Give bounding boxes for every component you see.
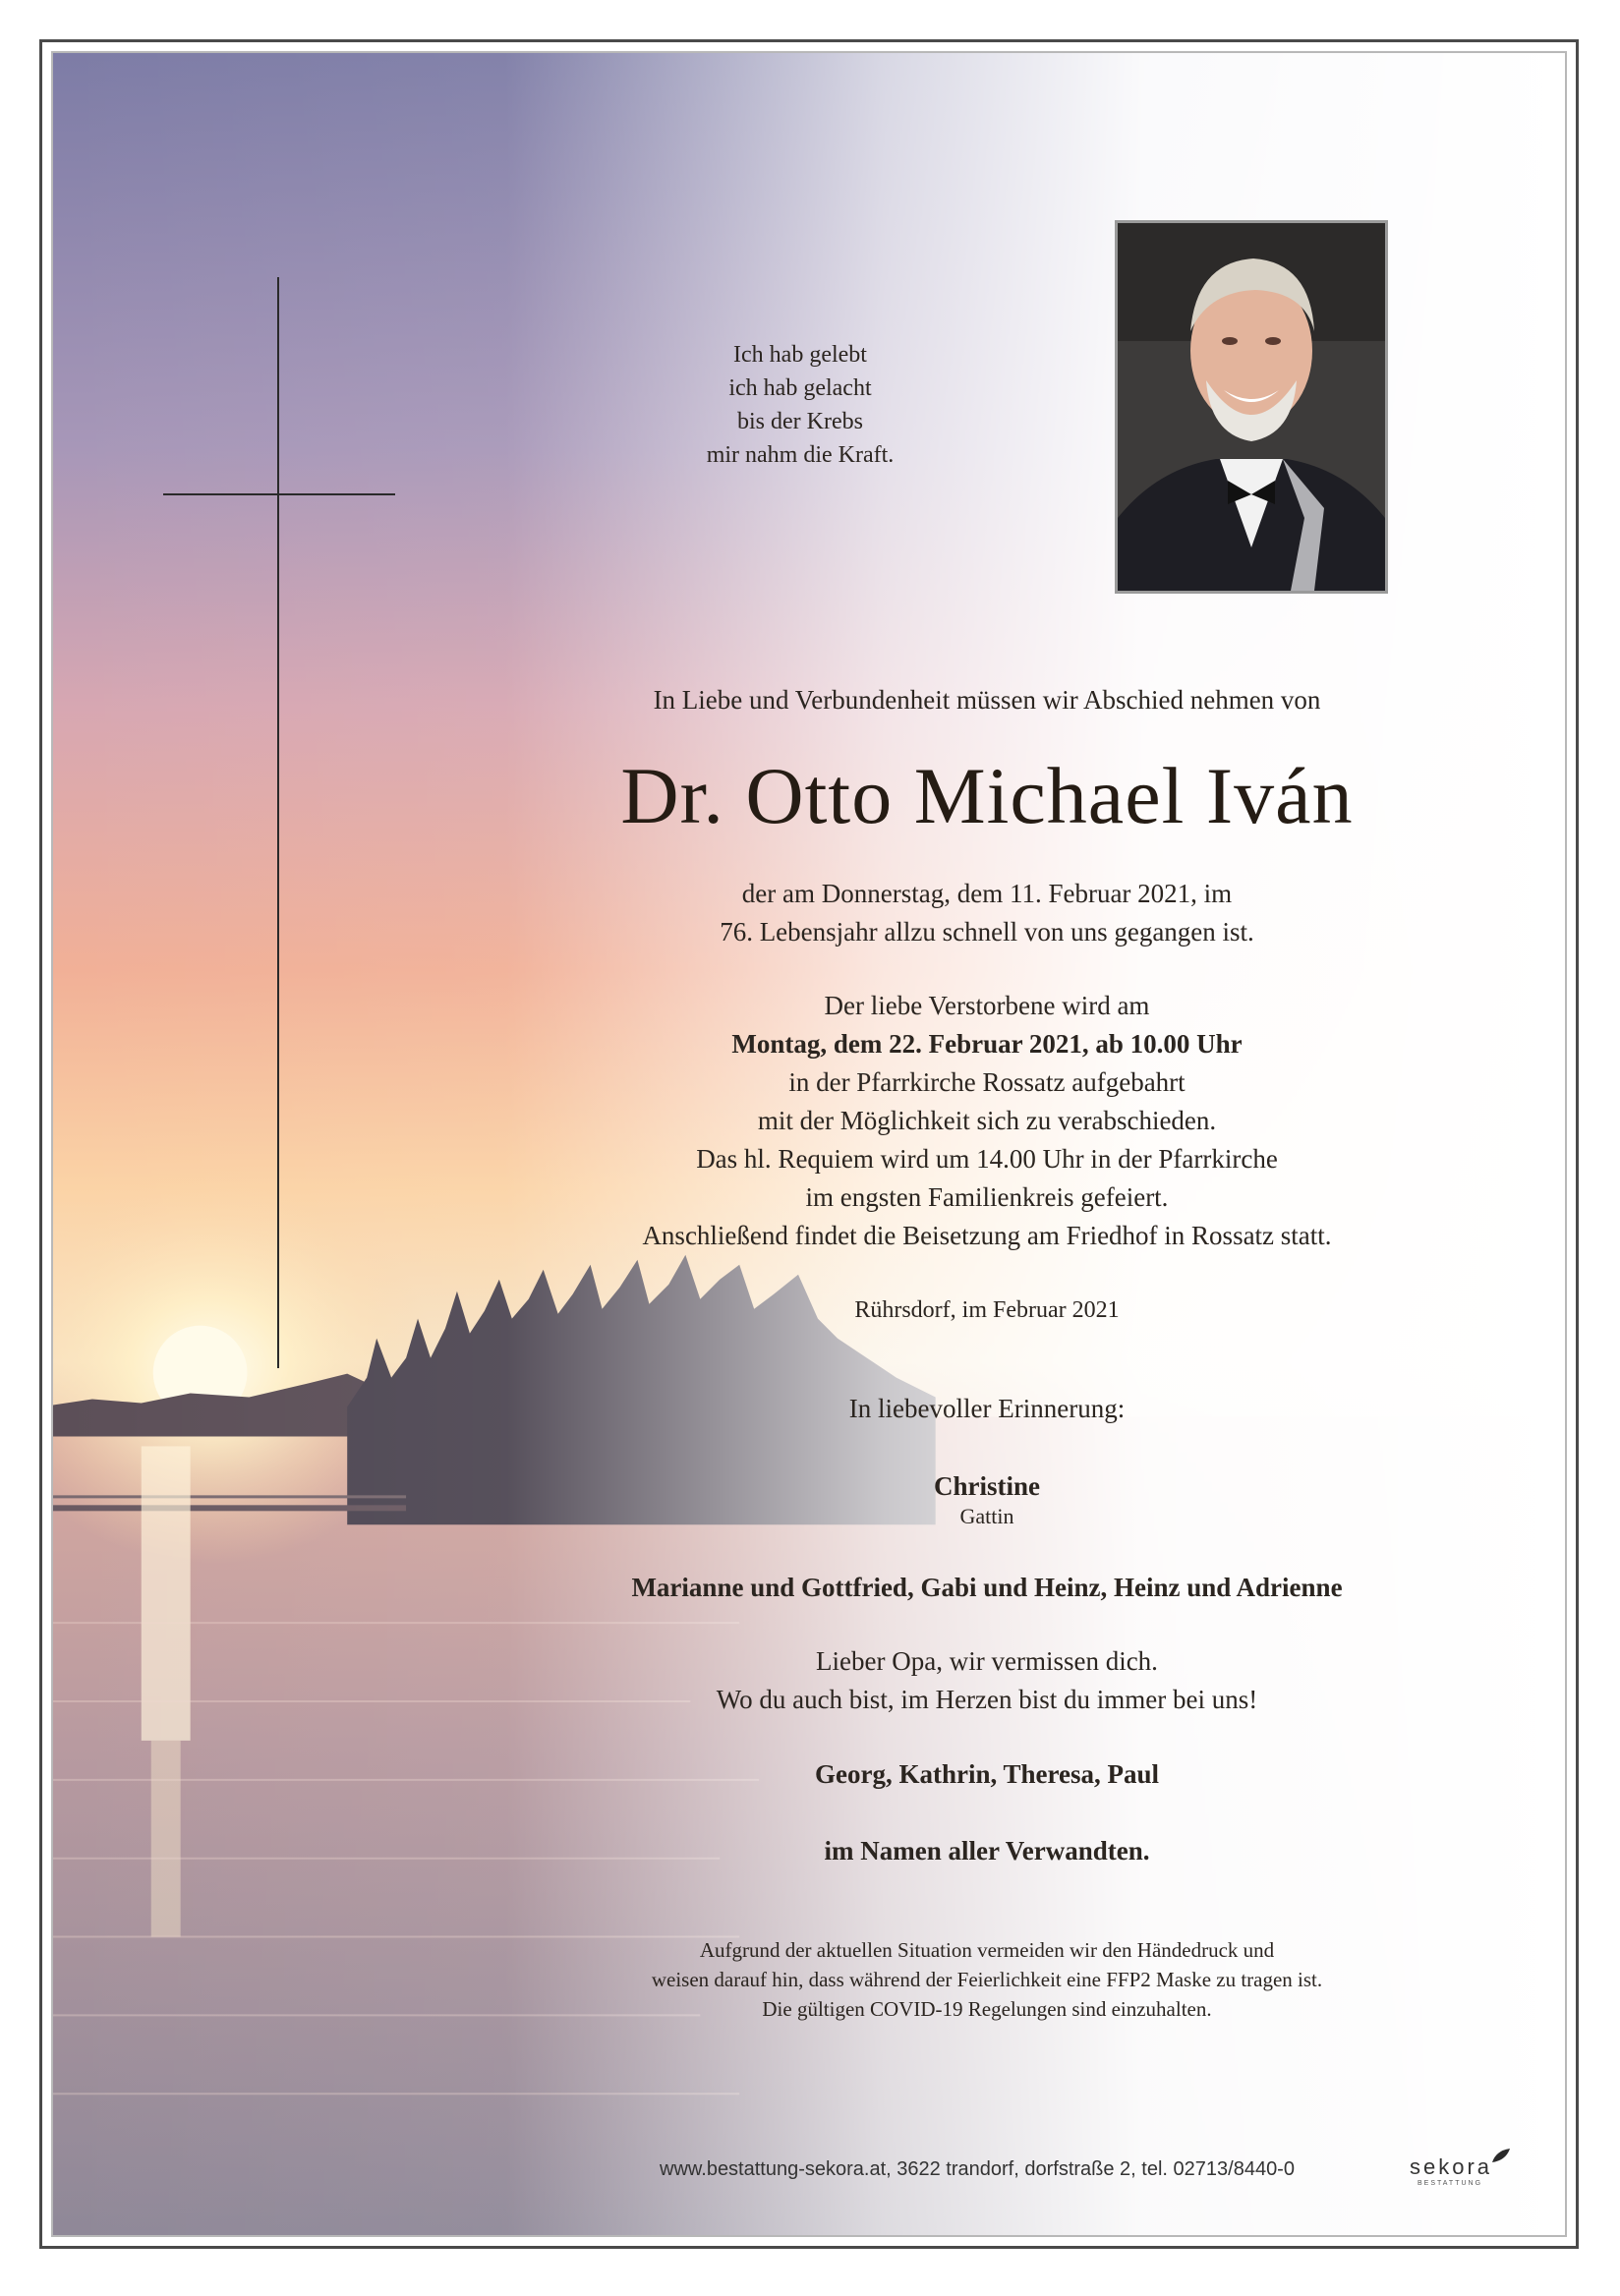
message-line: Wo du auch bist, im Herzen bist du immer bei uns! <box>716 1685 1258 1714</box>
cross-horizontal <box>163 493 395 495</box>
spouse-role: Gattin <box>959 1504 1014 1528</box>
poem-line: ich hab gelacht <box>728 375 872 401</box>
funeral-date: Montag, dem 22. Februar 2021, ab 10.00 Uhr <box>731 1029 1243 1059</box>
poem <box>604 338 997 472</box>
funeral-line: im engsten Familienkreis gefeiert. <box>805 1182 1169 1212</box>
funeral-line: Anschließend findet die Beisetzung am Friedhof in Rossatz statt. <box>642 1221 1332 1250</box>
deceased-name: Dr. Otto Michael Iván <box>620 751 1354 840</box>
poem-line: mir nahm die Kraft. <box>706 442 895 468</box>
poem-line: Ich hab gelebt <box>733 342 867 368</box>
sekora-logo <box>1410 2154 1528 2194</box>
grandchildren-names: Georg, Kathrin, Theresa, Paul <box>815 1759 1159 1789</box>
logo-subtitle: BESTATTUNG <box>1418 2180 1483 2187</box>
death-line: der am Donnerstag, dem 11. Februar 2021, im <box>741 879 1233 908</box>
portrait-photo <box>1115 220 1388 594</box>
funeral-details <box>515 987 1459 1255</box>
card <box>51 51 1567 2237</box>
obituary-text <box>515 682 1459 2024</box>
logo-text: sekora <box>1410 2154 1493 2179</box>
relatives-line: im Namen aller Verwandten. <box>824 1836 1150 1866</box>
children-names: Marianne und Gottfried, Gabi und Heinz, Heinz und Adrienne <box>631 1573 1343 1602</box>
poem-line: bis der Krebs <box>737 409 863 434</box>
cross-vertical <box>277 277 279 1368</box>
footer-address: www.bestattung-sekora.at, 3622 trandorf, dorfstraße 2, tel. 02713/8440-0 <box>660 2158 1295 2180</box>
message-line: Lieber Opa, wir vermissen dich. <box>816 1646 1158 1676</box>
funeral-line: Der liebe Verstorbene wird am <box>824 991 1150 1020</box>
funeral-line: Das hl. Requiem wird um 14.00 Uhr in der Pfarrkirche <box>696 1144 1278 1174</box>
intro-text: In Liebe und Verbundenheit müssen wir Abschied nehmen von <box>653 685 1321 715</box>
grandchildren-message <box>515 1642 1459 1719</box>
death-line: 76. Lebensjahr allzu schnell von uns gegangen ist. <box>720 917 1254 947</box>
notice-line: Aufgrund der aktuellen Situation vermeiden wir den Händedruck und <box>699 1938 1275 1962</box>
memory-heading: In liebevoller Erinnerung: <box>848 1394 1126 1423</box>
notice-line: Die gültigen COVID-19 Regelungen sind einzuhalten. <box>762 1997 1212 2021</box>
leaf-icon <box>1490 2147 1512 2164</box>
covid-notice <box>515 1935 1459 2024</box>
portrait-image <box>1118 223 1385 591</box>
death-details <box>515 875 1459 951</box>
funeral-line: mit der Möglichkeit sich zu verabschieden. <box>757 1106 1217 1135</box>
funeral-line: in der Pfarrkirche Rossatz aufgebahrt <box>788 1067 1186 1097</box>
notice-line: weisen darauf hin, dass während der Feierlichkeit eine FFP2 Maske zu tragen ist. <box>651 1968 1323 1991</box>
place-date: Rührsdorf, im Februar 2021 <box>854 1297 1120 1323</box>
spouse-name: Christine <box>934 1471 1040 1501</box>
